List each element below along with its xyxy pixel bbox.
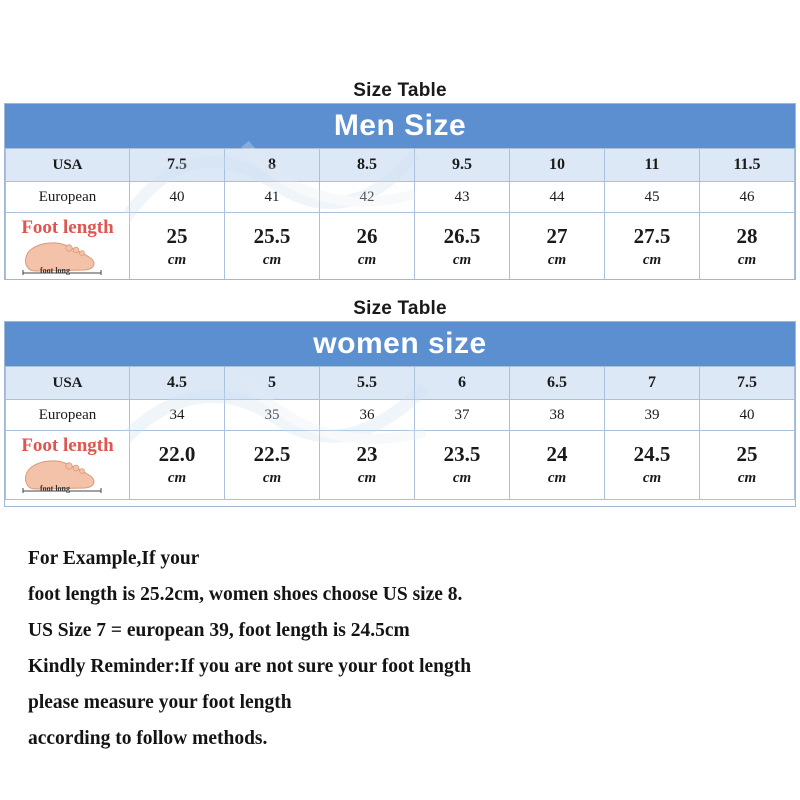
men-european-row bbox=[6, 182, 795, 213]
women-footlength-value: 24 bbox=[546, 442, 568, 466]
men-footlength-value: 25 bbox=[166, 224, 188, 248]
men-footlength-unit: cm bbox=[452, 252, 472, 268]
women-footlength-value: 23.5 bbox=[443, 442, 481, 466]
foot-measure-icon bbox=[9, 474, 127, 498]
note-line: foot length is 25.2cm, women shoes choose US size 8. bbox=[28, 584, 463, 605]
women-european-cell: 37 bbox=[415, 400, 510, 431]
men-footlength-unit: cm bbox=[547, 252, 567, 268]
men-usa-cell: 8 bbox=[225, 149, 320, 182]
men-european-cell: 43 bbox=[415, 182, 510, 213]
women-european-cell: 39 bbox=[605, 400, 700, 431]
men-footlength-value: 28 bbox=[736, 224, 758, 248]
men-footlength-cell bbox=[225, 213, 320, 281]
men-usa-cell: 7.5 bbox=[130, 149, 225, 182]
women-european-label: European bbox=[6, 400, 130, 431]
women-footlength-row bbox=[6, 431, 795, 500]
women-footlength-cell bbox=[320, 431, 415, 500]
men-size-table-block bbox=[4, 103, 796, 280]
men-footlength-cell bbox=[320, 213, 415, 281]
men-footlength-value: 25.5 bbox=[253, 224, 291, 248]
women-footlength-value: 23 bbox=[356, 442, 378, 466]
men-footlength-value: 27 bbox=[546, 224, 568, 248]
women-usa-label: USA bbox=[6, 367, 130, 400]
men-size-table bbox=[5, 148, 795, 280]
note-line: US Size 7 = european 39, foot length is 24.5cm bbox=[28, 620, 410, 641]
women-footlength-cell bbox=[225, 431, 320, 500]
men-european-cell: 44 bbox=[510, 182, 605, 213]
women-usa-cell: 5 bbox=[225, 367, 320, 400]
women-usa-cell: 5.5 bbox=[320, 367, 415, 400]
women-footlength-cell bbox=[415, 431, 510, 500]
women-european-cell: 40 bbox=[700, 400, 795, 431]
men-european-cell: 45 bbox=[605, 182, 700, 213]
men-footlength-cell bbox=[605, 213, 700, 281]
women-size-table bbox=[5, 366, 795, 500]
note-line: please measure your foot length bbox=[28, 692, 292, 713]
men-usa-cell: 9.5 bbox=[415, 149, 510, 182]
women-european-cell: 38 bbox=[510, 400, 605, 431]
men-usa-cell: 11.5 bbox=[700, 149, 795, 182]
men-usa-cell: 8.5 bbox=[320, 149, 415, 182]
men-footlength-unit: cm bbox=[357, 252, 377, 268]
women-usa-row bbox=[6, 367, 795, 400]
men-usa-cell: 10 bbox=[510, 149, 605, 182]
women-european-cell: 36 bbox=[320, 400, 415, 431]
men-footlength-row bbox=[6, 213, 795, 281]
men-footlength-value: 26.5 bbox=[443, 224, 481, 248]
men-european-cell: 42 bbox=[320, 182, 415, 213]
men-european-cell: 41 bbox=[225, 182, 320, 213]
men-footlength-unit: cm bbox=[737, 252, 757, 268]
women-footlength-unit: cm bbox=[357, 470, 377, 486]
note-line: Kindly Reminder:If you are not sure your foot length bbox=[28, 656, 472, 677]
men-footlength-unit: cm bbox=[642, 252, 662, 268]
women-european-cell: 35 bbox=[225, 400, 320, 431]
women-footlength-unit: cm bbox=[452, 470, 472, 486]
men-footlength-label: Foot length bbox=[21, 217, 114, 238]
svg-text:foot long: foot long bbox=[39, 266, 70, 275]
men-footlength-cell bbox=[700, 213, 795, 281]
men-footlength-value: 27.5 bbox=[633, 224, 671, 248]
women-usa-cell: 6 bbox=[415, 367, 510, 400]
women-section-title: Size Table bbox=[353, 298, 447, 319]
women-footlength-label: Foot length bbox=[21, 435, 114, 456]
women-footlength-value: 24.5 bbox=[633, 442, 671, 466]
men-european-cell: 46 bbox=[700, 182, 795, 213]
men-footlength-cell bbox=[510, 213, 605, 281]
women-footlength-cell bbox=[130, 431, 225, 500]
women-usa-cell: 7 bbox=[605, 367, 700, 400]
women-footlength-value: 22.5 bbox=[253, 442, 291, 466]
men-usa-label: USA bbox=[6, 149, 130, 182]
svg-text:foot long: foot long bbox=[39, 484, 70, 493]
women-footlength-unit: cm bbox=[262, 470, 282, 486]
men-european-label: European bbox=[6, 182, 130, 213]
men-footlength-cell bbox=[415, 213, 510, 281]
men-footlength-unit: cm bbox=[167, 252, 187, 268]
men-usa-cell: 11 bbox=[605, 149, 700, 182]
women-footlength-cell bbox=[605, 431, 700, 500]
women-footlength-value: 25 bbox=[736, 442, 758, 466]
women-banner: women size bbox=[5, 322, 795, 366]
note-line: according to follow methods. bbox=[28, 728, 268, 749]
women-footlength-value: 22.0 bbox=[158, 442, 196, 466]
men-banner: Men Size bbox=[5, 104, 795, 148]
women-usa-cell: 6.5 bbox=[510, 367, 605, 400]
women-footlength-unit: cm bbox=[737, 470, 757, 486]
women-footlength-cell bbox=[700, 431, 795, 500]
men-footlength-unit: cm bbox=[262, 252, 282, 268]
women-size-table-block bbox=[4, 321, 796, 507]
women-footlength-cell bbox=[510, 431, 605, 500]
men-footlength-cell bbox=[130, 213, 225, 281]
women-european-cell: 34 bbox=[130, 400, 225, 431]
notes-block bbox=[28, 544, 780, 760]
women-usa-cell: 4.5 bbox=[130, 367, 225, 400]
men-usa-row bbox=[6, 149, 795, 182]
women-footlength-label-cell bbox=[6, 431, 130, 500]
foot-measure-icon bbox=[9, 256, 127, 280]
men-section-title: Size Table bbox=[353, 80, 447, 101]
men-european-cell: 40 bbox=[130, 182, 225, 213]
men-footlength-value: 26 bbox=[356, 224, 378, 248]
men-footlength-label-cell bbox=[6, 213, 130, 281]
women-footlength-unit: cm bbox=[167, 470, 187, 486]
women-footlength-unit: cm bbox=[547, 470, 567, 486]
women-footlength-unit: cm bbox=[642, 470, 662, 486]
women-european-row bbox=[6, 400, 795, 431]
note-line: For Example,If your bbox=[28, 548, 200, 569]
women-usa-cell: 7.5 bbox=[700, 367, 795, 400]
